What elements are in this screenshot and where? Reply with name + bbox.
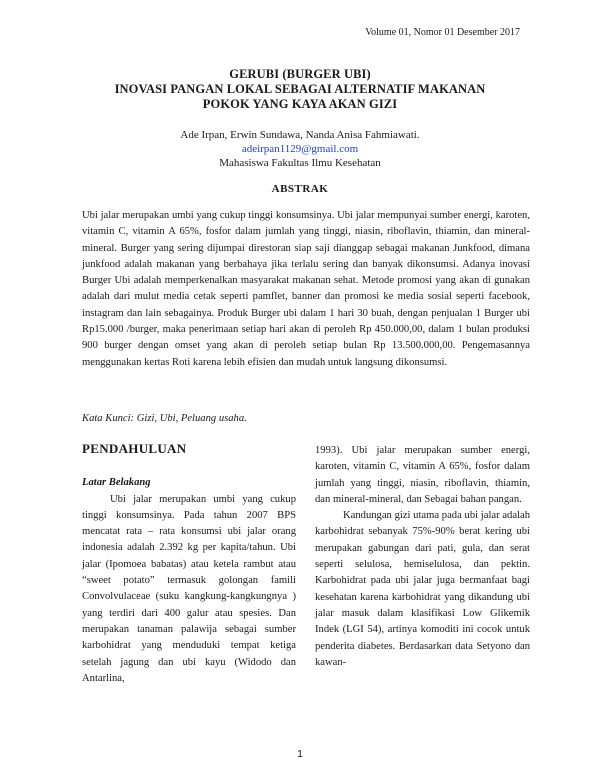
left-column xyxy=(82,441,296,687)
paragraph-right-1: 1993). Ubi jalar merupakan sumber energi, karoten, vitamin C, vitamin A 65%, fosfor dalam jumlah yang tinggi, niasin, riboflavin, thiamin, dan mineral-mineral, dan Sebagai bahan pangan. xyxy=(315,445,530,505)
abstract-heading: ABSTRAK xyxy=(271,183,329,195)
title-line-3: POKOK YANG KAYA AKAN GIZI xyxy=(202,97,398,111)
volume-info: Volume 01, Nomor 01 Desember 2017 xyxy=(365,27,520,38)
paper-title xyxy=(0,67,600,112)
page-number: 1 xyxy=(297,748,303,760)
author-names: Ade Irpan, Erwin Sundawa, Nanda Anisa Fahmiawati. xyxy=(180,129,420,141)
keywords: Kata Kunci: Gizi, Ubi, Peluang usaha. xyxy=(82,413,247,424)
abstract-text: Ubi jalar merupakan umbi yang cukup tinggi konsumsinya. Ubi jalar mempunyai sumber energi, karoten, vitamin C, vitamin A 65%, fosfor dalam jumlah yang tinggi, niasin, riboflavin, thiamin, dan mineral-mineral. Burger yang sering dijumpai direstoran siap saji dianggap sebagai makanan Junkfood, dimana junkfood adalah makanan yang berbahaya jika terlalu sering dan banyak dikonsumsi. Adanya inovasi Burger Ubi adalah memperkenalkan masyarakat makanan sehat. Metode promosi yang akan di gunakan adalah dari mulut media cetak seperti pamflet, banner dan promosi ke media sosial seperti facebook, instagram dan lain sebagainya. Produk Burger ubi dalam 1 hari 30 buah, dengan penjualan 1 Burger ubi Rp15.000 /burger, maka penerimaan setiap hari akan di peroleh Rp 450.000,00, dalam 1 bulan produksi 900 burger dengan omset yang akan di peroleh setiap bulan Rp 13.500.000,00. Pengemasannya menggunakan kertas Roti karena lebih efisien dan mudah untuk langsung dikonsumsi. xyxy=(82,210,530,368)
subsection-heading: Latar Belakang xyxy=(82,477,151,489)
author-affiliation: Mahasiswa Fakultas Ilmu Kesehatan xyxy=(219,157,381,169)
paragraph-left: Ubi jalar merupakan umbi yang cukup tinggi konsumsinya. Pada tahun 2007 BPS mencatat rata – rata konsumsi ubi jalar orang indonesia adalah 2.392 kg per kapita/tahun. Ubi jalar (Ipomoea babatas) atau ketela rambut atau “sweet potato” termasuk golongan famili Convolvulaceae (suku kangkung-kangkungnya ) yang terdiri dari 400 galur atau spesies. Dan merupakan tanaman palawija sebagai sumber karbohidrat yang menduduki tempat ketiga setelah jagung dan ubi kayu (Widodo dan Antarlina, xyxy=(82,493,296,684)
paragraph-right-2: Kandungan gizi utama pada ubi jalar adalah karbohidrat sebanyak 75%-90% berat kering ubi merupakan gabungan dari pati, gula, dan serat seperti selulosa, hemiselulosa, dan pektin. Karbohidrat pada ubi jalar juga bermanfaat bagi kesehatan karena karbohidrat yang dikandung ubi jalar masuk dalam klasifikasi Low Glikemik Indek (LGI 54), artinya komoditi ini cocok untuk penderita diabetes. Berdasarkan data Setyono dan kawan- xyxy=(315,510,530,668)
author-email-link[interactable]: adeirpan1129@gmail.com xyxy=(241,143,359,155)
section-heading: PENDAHULUAN xyxy=(82,441,187,456)
right-column xyxy=(315,443,530,671)
author-block xyxy=(0,128,600,170)
title-line-2: INOVASI PANGAN LOKAL SEBAGAI ALTERNATIF MAKANAN xyxy=(114,82,486,96)
title-line-1: GERUBI (BURGER UBI) xyxy=(229,67,371,81)
